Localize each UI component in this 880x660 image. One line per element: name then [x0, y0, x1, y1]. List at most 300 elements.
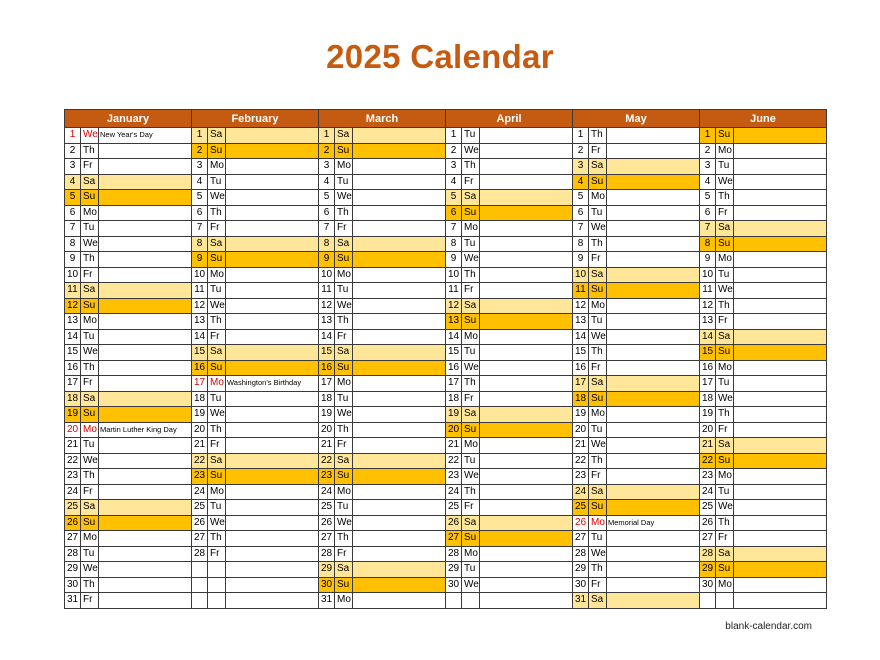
day-number: 1 [319, 128, 335, 144]
day-number: 8 [700, 236, 716, 252]
day-number: 21 [573, 438, 589, 454]
day-note [226, 484, 319, 500]
day-weekday: Fr [208, 329, 226, 345]
day-note [353, 391, 446, 407]
day-number: 6 [446, 205, 462, 221]
day-note [607, 221, 700, 237]
day-number: 9 [192, 252, 208, 268]
day-note [353, 314, 446, 330]
page-title: 2025 Calendar [326, 38, 554, 75]
day-number: 6 [192, 205, 208, 221]
holiday-label: Washington's Birthday [226, 376, 319, 392]
day-number: 19 [192, 407, 208, 423]
table-row [65, 205, 827, 221]
day-number: 12 [446, 298, 462, 314]
day-weekday: Fr [462, 174, 480, 190]
day-weekday [208, 593, 226, 609]
day-number: 17 [700, 376, 716, 392]
day-number: 28 [573, 546, 589, 562]
day-weekday: Mo [335, 593, 353, 609]
day-number: 24 [319, 484, 335, 500]
day-note [607, 438, 700, 454]
day-note [480, 391, 573, 407]
day-number: 24 [65, 484, 81, 500]
day-weekday: Su [716, 453, 734, 469]
day-number: 14 [319, 329, 335, 345]
day-number: 20 [192, 422, 208, 438]
day-number: 21 [319, 438, 335, 454]
day-weekday: Th [589, 562, 607, 578]
day-note [480, 500, 573, 516]
day-weekday: Fr [208, 438, 226, 454]
day-note [480, 143, 573, 159]
day-number: 30 [446, 577, 462, 593]
day-weekday: Th [335, 422, 353, 438]
day-note [99, 190, 192, 206]
day-note [99, 546, 192, 562]
day-weekday: Fr [462, 391, 480, 407]
day-weekday: Su [335, 252, 353, 268]
day-weekday: Mo [335, 484, 353, 500]
day-note [734, 314, 827, 330]
day-note [607, 360, 700, 376]
day-weekday: Su [589, 500, 607, 516]
day-weekday: Mo [81, 422, 99, 438]
day-number: 23 [192, 469, 208, 485]
day-note [607, 174, 700, 190]
day-weekday: We [462, 360, 480, 376]
day-weekday: Su [716, 345, 734, 361]
day-weekday: Sa [462, 298, 480, 314]
day-weekday: Mo [208, 484, 226, 500]
day-weekday: Tu [462, 236, 480, 252]
day-number: 6 [65, 205, 81, 221]
day-weekday: Th [81, 252, 99, 268]
day-note [99, 376, 192, 392]
day-number: 22 [446, 453, 462, 469]
day-number: 23 [573, 469, 589, 485]
day-note [734, 500, 827, 516]
day-weekday: Mo [335, 159, 353, 175]
table-row [65, 298, 827, 314]
day-note [734, 190, 827, 206]
day-note [734, 577, 827, 593]
day-number: 28 [319, 546, 335, 562]
day-number: 25 [65, 500, 81, 516]
day-weekday: Mo [589, 407, 607, 423]
day-note [607, 407, 700, 423]
day-weekday: Tu [462, 562, 480, 578]
table-row [65, 593, 827, 609]
day-weekday: Fr [81, 376, 99, 392]
day-number: 13 [700, 314, 716, 330]
day-weekday: Su [335, 577, 353, 593]
day-weekday: Fr [589, 360, 607, 376]
day-note [99, 360, 192, 376]
day-number: 10 [573, 267, 589, 283]
day-weekday: Sa [335, 453, 353, 469]
day-note [353, 128, 446, 144]
day-note [607, 500, 700, 516]
day-weekday: Tu [462, 128, 480, 144]
day-number: 2 [700, 143, 716, 159]
day-note [480, 345, 573, 361]
day-weekday: We [208, 515, 226, 531]
day-weekday: Th [335, 205, 353, 221]
day-weekday: Su [589, 174, 607, 190]
day-note [353, 298, 446, 314]
day-weekday: Tu [208, 391, 226, 407]
day-note [353, 345, 446, 361]
day-note [480, 298, 573, 314]
day-number: 10 [446, 267, 462, 283]
day-note [480, 190, 573, 206]
day-note [226, 221, 319, 237]
day-number: 14 [192, 329, 208, 345]
day-note [226, 562, 319, 578]
day-number: 26 [319, 515, 335, 531]
day-number: 5 [446, 190, 462, 206]
day-number: 29 [573, 562, 589, 578]
day-number: 6 [573, 205, 589, 221]
day-number: 20 [573, 422, 589, 438]
day-weekday: Mo [716, 252, 734, 268]
day-number: 19 [319, 407, 335, 423]
day-note [607, 298, 700, 314]
day-weekday: Tu [462, 453, 480, 469]
day-number: 29 [700, 562, 716, 578]
table-row [65, 515, 827, 531]
day-weekday: Mo [589, 298, 607, 314]
table-row [65, 236, 827, 252]
day-number: 18 [446, 391, 462, 407]
day-weekday: Sa [716, 546, 734, 562]
table-row [65, 562, 827, 578]
day-number: 23 [65, 469, 81, 485]
day-note [734, 391, 827, 407]
day-weekday: Tu [716, 159, 734, 175]
day-number: 13 [192, 314, 208, 330]
day-number: 13 [319, 314, 335, 330]
day-number: 18 [700, 391, 716, 407]
day-number: 1 [573, 128, 589, 144]
day-note [226, 453, 319, 469]
day-number: 12 [573, 298, 589, 314]
table-row [65, 221, 827, 237]
day-number: 25 [446, 500, 462, 516]
day-note [226, 407, 319, 423]
day-note [480, 221, 573, 237]
day-note [734, 345, 827, 361]
day-number: 19 [573, 407, 589, 423]
day-weekday: Fr [589, 252, 607, 268]
table-row [65, 577, 827, 593]
day-weekday [208, 562, 226, 578]
day-weekday: Tu [81, 221, 99, 237]
day-weekday: Sa [716, 221, 734, 237]
day-note [226, 159, 319, 175]
day-weekday: Th [589, 128, 607, 144]
day-note [480, 407, 573, 423]
day-weekday: Th [462, 484, 480, 500]
day-weekday: Fr [335, 438, 353, 454]
day-note [226, 283, 319, 299]
day-weekday: Th [81, 577, 99, 593]
day-number: 1 [192, 128, 208, 144]
day-note [353, 143, 446, 159]
day-number: 2 [573, 143, 589, 159]
day-note [226, 190, 319, 206]
day-note [480, 174, 573, 190]
day-weekday: Tu [462, 345, 480, 361]
day-weekday: We [589, 329, 607, 345]
day-note [353, 577, 446, 593]
day-number: 4 [700, 174, 716, 190]
day-weekday: Tu [716, 376, 734, 392]
day-note [353, 252, 446, 268]
day-weekday: Sa [208, 453, 226, 469]
day-note [99, 205, 192, 221]
table-row [65, 143, 827, 159]
day-number: 27 [65, 531, 81, 547]
day-note [99, 298, 192, 314]
day-number: 16 [319, 360, 335, 376]
day-note [99, 329, 192, 345]
day-weekday: Su [208, 252, 226, 268]
day-number: 22 [192, 453, 208, 469]
day-number: 2 [65, 143, 81, 159]
day-number: 11 [700, 283, 716, 299]
day-number: 7 [319, 221, 335, 237]
month-header: June [700, 110, 827, 128]
day-weekday: Tu [81, 546, 99, 562]
day-weekday: We [462, 143, 480, 159]
day-number: 10 [700, 267, 716, 283]
day-weekday: We [208, 190, 226, 206]
day-number [192, 562, 208, 578]
table-row [65, 453, 827, 469]
day-weekday: Fr [716, 205, 734, 221]
day-number: 9 [446, 252, 462, 268]
day-weekday: Th [716, 298, 734, 314]
day-note [353, 422, 446, 438]
day-number: 19 [700, 407, 716, 423]
day-weekday: Th [589, 345, 607, 361]
day-number: 27 [446, 531, 462, 547]
day-note [480, 438, 573, 454]
day-number: 13 [446, 314, 462, 330]
day-number: 22 [319, 453, 335, 469]
day-note [607, 329, 700, 345]
month-header: February [192, 110, 319, 128]
day-weekday: Su [716, 236, 734, 252]
day-number: 17 [319, 376, 335, 392]
table-row [65, 345, 827, 361]
day-number: 19 [65, 407, 81, 423]
day-note [226, 314, 319, 330]
day-number: 6 [700, 205, 716, 221]
day-number: 15 [573, 345, 589, 361]
day-number: 16 [700, 360, 716, 376]
day-note [734, 438, 827, 454]
table-row [65, 283, 827, 299]
day-weekday: Th [462, 159, 480, 175]
day-weekday: Tu [589, 314, 607, 330]
day-number: 31 [573, 593, 589, 609]
day-note [353, 221, 446, 237]
day-weekday: We [335, 190, 353, 206]
day-weekday: We [462, 469, 480, 485]
day-number: 13 [573, 314, 589, 330]
day-note [99, 236, 192, 252]
day-number: 18 [192, 391, 208, 407]
day-note [226, 515, 319, 531]
day-weekday: We [716, 174, 734, 190]
day-note [734, 159, 827, 175]
day-weekday: We [462, 577, 480, 593]
day-number: 7 [446, 221, 462, 237]
table-row [65, 128, 827, 144]
day-note [99, 407, 192, 423]
day-number: 17 [573, 376, 589, 392]
day-note [480, 360, 573, 376]
day-number: 24 [446, 484, 462, 500]
day-weekday: Tu [589, 422, 607, 438]
holiday-label: Memorial Day [607, 515, 700, 531]
day-number: 18 [573, 391, 589, 407]
day-number: 9 [700, 252, 716, 268]
day-note [607, 143, 700, 159]
day-number: 21 [700, 438, 716, 454]
day-note [99, 515, 192, 531]
month-header: May [573, 110, 700, 128]
day-weekday: Fr [462, 500, 480, 516]
day-weekday: Tu [716, 267, 734, 283]
day-note [734, 128, 827, 144]
day-number: 30 [319, 577, 335, 593]
day-note [226, 298, 319, 314]
day-note [607, 314, 700, 330]
day-note [734, 143, 827, 159]
day-weekday: Tu [81, 438, 99, 454]
day-note [480, 205, 573, 221]
day-weekday: Su [335, 360, 353, 376]
day-note [480, 546, 573, 562]
day-note [734, 298, 827, 314]
day-weekday: Mo [589, 190, 607, 206]
day-weekday: Su [81, 515, 99, 531]
day-number: 15 [65, 345, 81, 361]
day-weekday: We [81, 562, 99, 578]
day-weekday: Tu [335, 391, 353, 407]
day-number: 29 [446, 562, 462, 578]
day-weekday: Tu [716, 484, 734, 500]
day-note [226, 593, 319, 609]
day-note [734, 422, 827, 438]
day-note [226, 143, 319, 159]
day-note [734, 329, 827, 345]
day-number: 21 [65, 438, 81, 454]
day-note [226, 174, 319, 190]
day-weekday: Mo [81, 205, 99, 221]
day-weekday: We [716, 500, 734, 516]
day-number: 30 [700, 577, 716, 593]
day-number: 10 [319, 267, 335, 283]
day-number: 3 [65, 159, 81, 175]
day-number: 1 [700, 128, 716, 144]
day-note [607, 205, 700, 221]
month-header: March [319, 110, 446, 128]
day-weekday: Th [716, 515, 734, 531]
day-weekday [208, 577, 226, 593]
day-weekday: We [589, 546, 607, 562]
day-note [607, 562, 700, 578]
day-number: 26 [446, 515, 462, 531]
day-note [734, 515, 827, 531]
day-weekday: Th [589, 236, 607, 252]
day-number: 21 [446, 438, 462, 454]
day-weekday: We [335, 298, 353, 314]
day-weekday: We [81, 345, 99, 361]
day-number: 18 [65, 391, 81, 407]
day-weekday: Fr [208, 546, 226, 562]
day-weekday: Tu [335, 283, 353, 299]
day-number: 31 [65, 593, 81, 609]
day-note [353, 453, 446, 469]
day-note [734, 221, 827, 237]
day-weekday: Th [462, 267, 480, 283]
day-number [700, 593, 716, 609]
day-number: 18 [319, 391, 335, 407]
day-weekday: Su [462, 531, 480, 547]
day-number: 6 [319, 205, 335, 221]
day-number: 31 [319, 593, 335, 609]
table-row [65, 360, 827, 376]
day-weekday: Mo [462, 546, 480, 562]
day-weekday: Tu [208, 174, 226, 190]
day-number [446, 593, 462, 609]
day-note [99, 345, 192, 361]
day-note [734, 236, 827, 252]
day-weekday: Mo [716, 577, 734, 593]
day-note [226, 236, 319, 252]
day-number: 7 [700, 221, 716, 237]
day-note [353, 329, 446, 345]
day-number: 29 [319, 562, 335, 578]
day-note [226, 252, 319, 268]
day-number: 17 [192, 376, 208, 392]
month-header: January [65, 110, 192, 128]
day-weekday: We [335, 407, 353, 423]
table-row [65, 484, 827, 500]
day-weekday: Fr [335, 546, 353, 562]
day-weekday: Su [335, 469, 353, 485]
day-weekday: Th [589, 453, 607, 469]
day-weekday: Sa [81, 174, 99, 190]
day-number: 9 [65, 252, 81, 268]
day-number: 5 [192, 190, 208, 206]
day-note [607, 376, 700, 392]
day-number: 15 [446, 345, 462, 361]
day-weekday: We [716, 391, 734, 407]
day-number: 11 [573, 283, 589, 299]
day-weekday: Su [208, 143, 226, 159]
day-note [480, 422, 573, 438]
day-number: 25 [192, 500, 208, 516]
table-row [65, 546, 827, 562]
day-note [607, 577, 700, 593]
day-note [226, 469, 319, 485]
